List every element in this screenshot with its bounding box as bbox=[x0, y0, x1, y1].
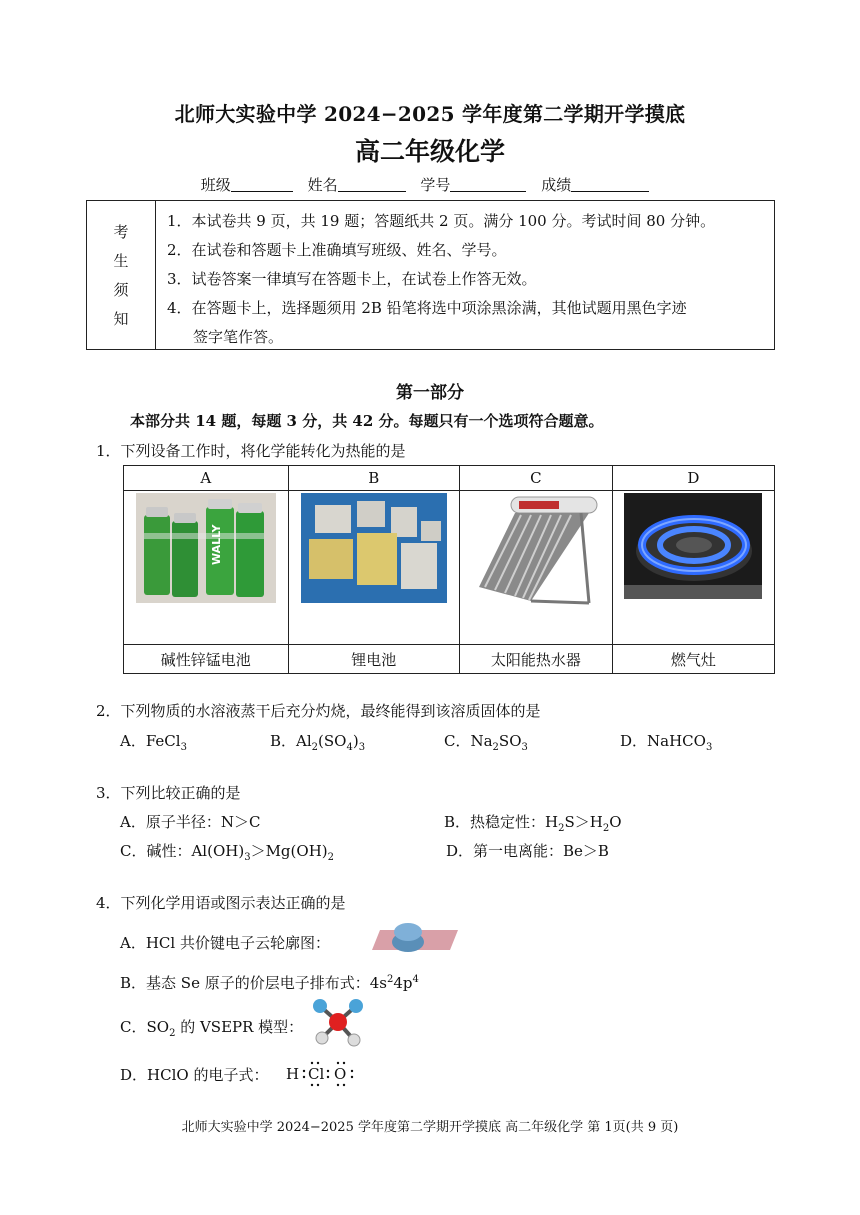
lithium-battery-cell bbox=[288, 491, 460, 645]
score-field-label: 成绩 bbox=[541, 176, 572, 194]
notice-items bbox=[167, 207, 766, 352]
id-field-label: 学号 bbox=[420, 176, 451, 194]
alkaline-battery-cell bbox=[124, 491, 289, 645]
exam-notice-box bbox=[86, 200, 775, 350]
svg-text:H: H bbox=[286, 1065, 300, 1083]
q3-option-b: B．热稳定性：$H_2S>H_2O$ bbox=[444, 813, 622, 834]
id-field-blank[interactable] bbox=[450, 177, 526, 192]
electron-cloud-diagram bbox=[358, 920, 458, 958]
gas-stove-cell bbox=[612, 491, 774, 645]
name-field-label: 姓名 bbox=[307, 176, 338, 194]
lithium-battery-image bbox=[301, 493, 447, 603]
q2-option-c: C．$Na_2SO_3$ bbox=[444, 732, 528, 753]
q2-option-b: B．$Al_2(SO_4)_3$ bbox=[270, 732, 366, 753]
class-field-blank[interactable] bbox=[231, 177, 293, 192]
q3-option-a: A．原子半径：N＞C bbox=[120, 813, 261, 831]
option-header: C bbox=[460, 466, 613, 491]
option-header: A bbox=[124, 466, 289, 491]
notice-label-char: 知 bbox=[113, 310, 129, 328]
option-label: 碱性锌锰电池 bbox=[124, 645, 289, 674]
notice-label bbox=[87, 201, 156, 349]
q4-option-d: D．HClO 的电子式： bbox=[120, 1066, 269, 1084]
question-3-stem: 3．下列比较正确的是 bbox=[96, 784, 241, 802]
part-title: 第一部分 bbox=[396, 383, 464, 403]
exam-title: 北师大实验中学 2024−2025 学年度第二学期开学摸底 bbox=[174, 102, 686, 126]
svg-text:O: O bbox=[334, 1065, 347, 1083]
notice-item-continuation: 签字笔作答。 bbox=[193, 328, 284, 346]
option-label: 太阳能热水器 bbox=[460, 645, 613, 674]
q3-option-c: C．碱性：$Al(OH)_3>Mg(OH)_2$ bbox=[120, 842, 334, 863]
student-info-line bbox=[0, 174, 860, 195]
notice-item: 3．试卷答案一律填写在答题卡上，在试卷上作答无效。 bbox=[167, 270, 537, 288]
q2-option-d: D．NaHCO$_3$ bbox=[620, 732, 713, 753]
question-1-options-table bbox=[123, 465, 775, 674]
svg-text:Cl: Cl bbox=[308, 1065, 325, 1083]
notice-label-char: 须 bbox=[113, 281, 129, 299]
score-field-blank[interactable] bbox=[571, 177, 649, 192]
notice-item: 4．在答题卡上，选择题须用 2B 铅笔将选中项涂黑涂满，其他试题用黑色字迹 bbox=[167, 299, 687, 317]
solar-water-heater-image bbox=[471, 491, 601, 611]
q2-option-a: A．FeCl$_3$ bbox=[120, 732, 187, 753]
question-2-stem: 2．下列物质的水溶液蒸干后充分灼烧，最终能得到该溶质固体的是 bbox=[96, 702, 541, 720]
q4-option-c: C．$SO_2$ 的 VSEPR 模型： bbox=[120, 1018, 304, 1039]
option-label: 燃气灶 bbox=[612, 645, 774, 674]
notice-label-char: 考 bbox=[113, 223, 129, 241]
notice-label-char: 生 bbox=[113, 252, 129, 270]
notice-item: 1．本试卷共 9 页，共 19 题；答题纸共 2 页。满分 100 分。考试时间 80 分钟。 bbox=[167, 212, 716, 230]
class-field-label: 班级 bbox=[200, 176, 231, 194]
battery-brand-label: WALLY bbox=[209, 524, 223, 565]
alkaline-battery-image bbox=[136, 493, 276, 603]
option-label: 锂电池 bbox=[288, 645, 460, 674]
notice-item: 2．在试卷和答题卡上准确填写班级、姓名、学号。 bbox=[167, 241, 507, 259]
question-4-stem: 4．下列化学用语或图示表达正确的是 bbox=[96, 894, 346, 912]
question-1-stem: 1．下列设备工作时，将化学能转化为热能的是 bbox=[96, 442, 406, 460]
part-instruction: 本部分共 14 题，每题 3 分，共 42 分。每题只有一个选项符合题意。 bbox=[130, 412, 604, 430]
name-field-blank[interactable] bbox=[338, 177, 406, 192]
q4-option-a: A．HCl 共价键电子云轮廓图： bbox=[120, 934, 330, 952]
option-header: D bbox=[612, 466, 774, 491]
exam-subtitle: 高二年级化学 bbox=[354, 137, 505, 166]
option-header: B bbox=[288, 466, 460, 491]
vsepr-model-diagram bbox=[310, 996, 366, 1048]
solar-heater-cell bbox=[460, 491, 613, 645]
q3-option-d: D．第一电离能：Be＞B bbox=[446, 842, 609, 860]
page-footer: 北师大实验中学 2024−2025 学年度第二学期开学摸底 高二年级化学 第 1页(共 9 页) bbox=[181, 1120, 679, 1135]
hclo-electron-formula bbox=[284, 1058, 364, 1088]
q4-option-b: B．基态 Se 原子的价层电子排布式：$4s^24p^4$ bbox=[120, 974, 419, 992]
gas-stove-flame-image bbox=[624, 493, 762, 599]
